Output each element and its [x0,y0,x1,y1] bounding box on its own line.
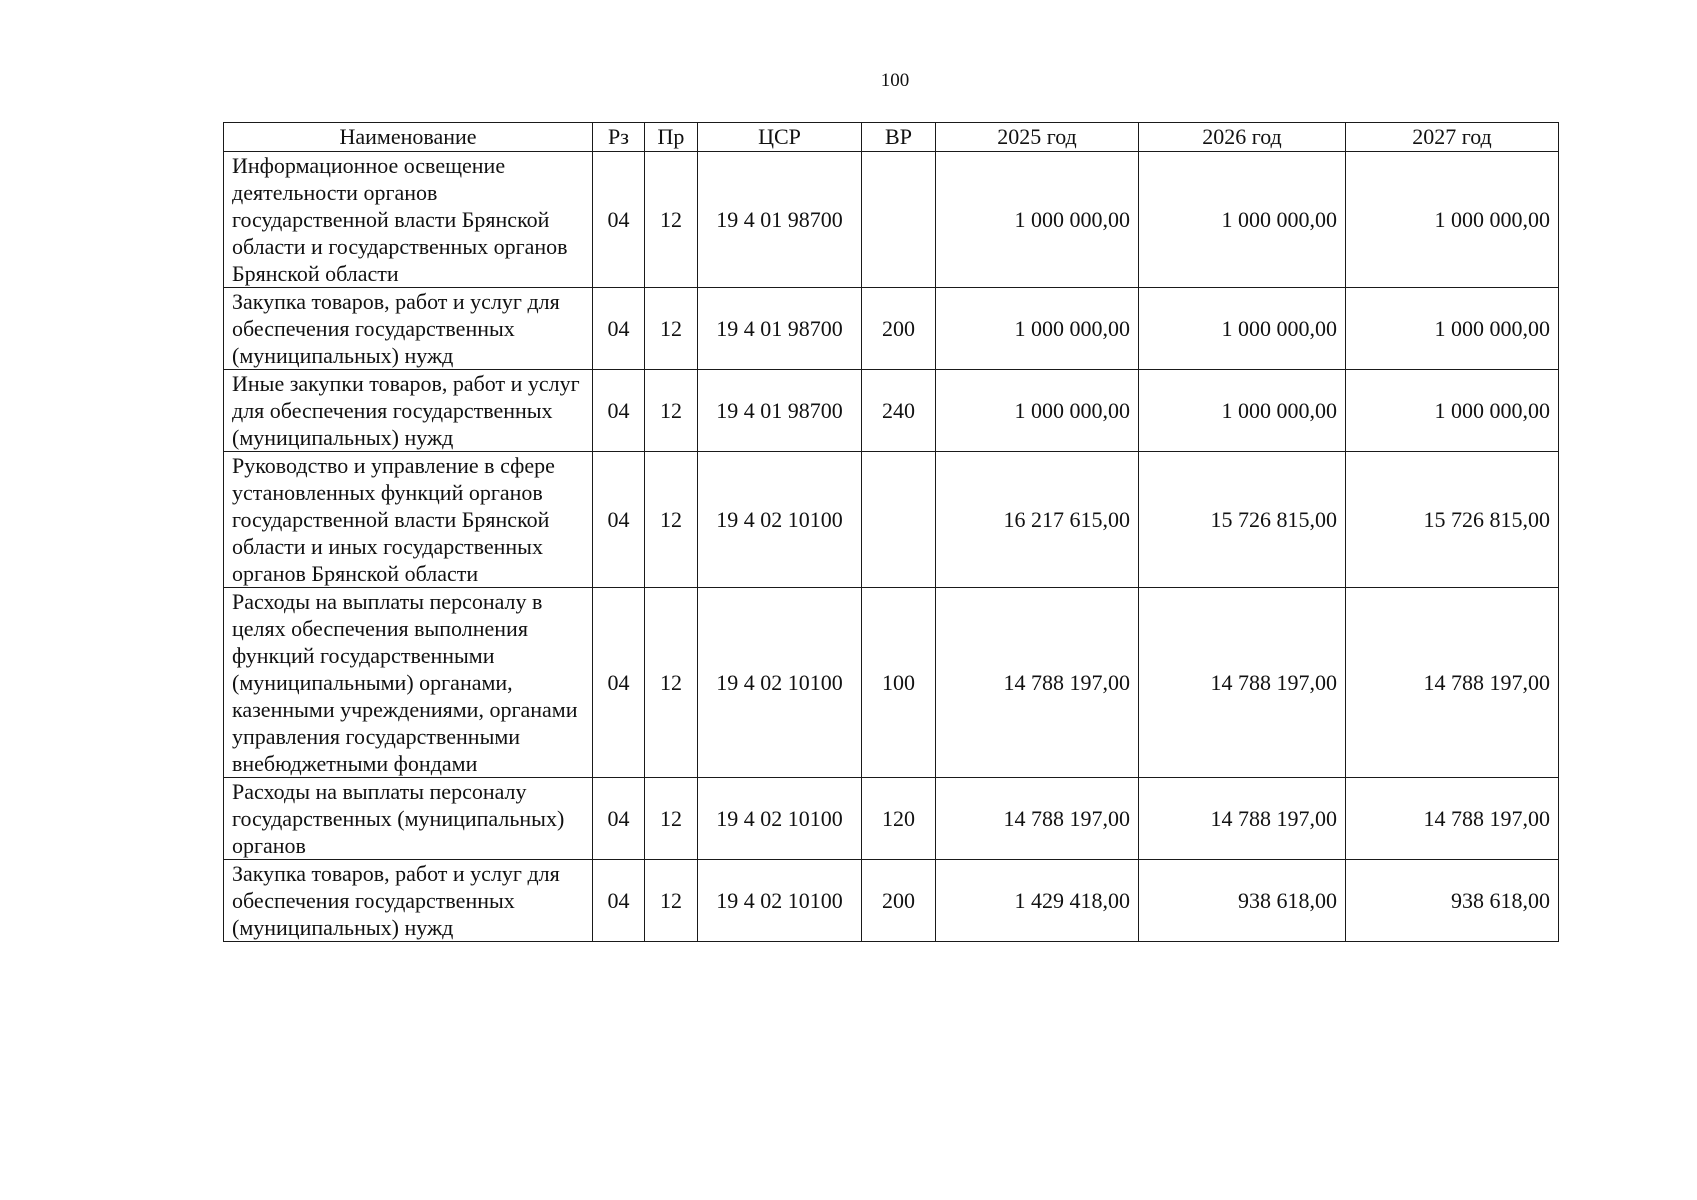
row-csr: 19 4 01 98700 [698,288,862,370]
row-vr: 200 [862,860,936,942]
row-amount-2025: 1 000 000,00 [936,288,1139,370]
row-pr: 12 [645,452,698,588]
row-amount-2026: 14 788 197,00 [1139,588,1346,778]
header-2025: 2025 год [936,123,1139,152]
row-csr: 19 4 02 10100 [698,452,862,588]
table-header-row [224,123,1559,152]
row-rz: 04 [593,588,645,778]
row-amount-2026: 1 000 000,00 [1139,288,1346,370]
row-amount-2027: 15 726 815,00 [1346,452,1559,588]
row-amount-2027: 938 618,00 [1346,860,1559,942]
row-pr: 12 [645,778,698,860]
budget-table [223,122,1559,942]
row-csr: 19 4 02 10100 [698,860,862,942]
row-csr: 19 4 01 98700 [698,152,862,288]
row-amount-2025: 1 000 000,00 [936,152,1139,288]
row-pr: 12 [645,288,698,370]
row-amount-2025: 1 000 000,00 [936,370,1139,452]
row-pr: 12 [645,152,698,288]
row-name: Закупка товаров, работ и услуг для обеспечения государственных (муниципальных) нужд [224,860,593,942]
header-2027: 2027 год [1346,123,1559,152]
row-rz: 04 [593,288,645,370]
row-name: Закупка товаров, работ и услуг для обеспечения государственных (муниципальных) нужд [224,288,593,370]
row-amount-2027: 1 000 000,00 [1346,288,1559,370]
row-csr: 19 4 02 10100 [698,778,862,860]
row-name: Расходы на выплаты персоналу в целях обеспечения выполнения функций государственными (муниципальными) органами, казенными учреждениями, органами управления государственными внебюджетными фондами [224,588,593,778]
row-name: Информационное освещение деятельности органов государственной власти Брянской области и государственных органов Брянской области [224,152,593,288]
table-row [224,588,1559,778]
row-vr: 240 [862,370,936,452]
row-rz: 04 [593,778,645,860]
row-amount-2026: 1 000 000,00 [1139,152,1346,288]
header-2026: 2026 год [1139,123,1346,152]
row-amount-2027: 14 788 197,00 [1346,588,1559,778]
row-pr: 12 [645,860,698,942]
row-pr: 12 [645,370,698,452]
table-row [224,370,1559,452]
row-csr: 19 4 02 10100 [698,588,862,778]
header-vr: ВР [862,123,936,152]
row-amount-2026: 15 726 815,00 [1139,452,1346,588]
row-name: Расходы на выплаты персоналу государственных (муниципальных) органов [224,778,593,860]
header-pr: Пр [645,123,698,152]
row-rz: 04 [593,860,645,942]
row-amount-2026: 938 618,00 [1139,860,1346,942]
page-number: 100 [880,70,910,91]
row-vr: 200 [862,288,936,370]
row-amount-2025: 14 788 197,00 [936,778,1139,860]
row-amount-2025: 16 217 615,00 [936,452,1139,588]
row-amount-2027: 1 000 000,00 [1346,370,1559,452]
row-pr: 12 [645,588,698,778]
header-rz: Рз [593,123,645,152]
row-vr: 100 [862,588,936,778]
header-name: Наименование [224,123,593,152]
row-rz: 04 [593,370,645,452]
table-row [224,860,1559,942]
row-name: Руководство и управление в сфере установленных функций органов государственной власти Брянской области и иных государственных органов Брянской области [224,452,593,588]
row-name: Иные закупки товаров, работ и услуг для обеспечения государственных (муниципальных) нужд [224,370,593,452]
row-amount-2026: 1 000 000,00 [1139,370,1346,452]
row-amount-2025: 1 429 418,00 [936,860,1139,942]
row-rz: 04 [593,152,645,288]
table-row [224,452,1559,588]
header-csr: ЦСР [698,123,862,152]
row-amount-2025: 14 788 197,00 [936,588,1139,778]
row-amount-2027: 1 000 000,00 [1346,152,1559,288]
table-row [224,288,1559,370]
row-amount-2026: 14 788 197,00 [1139,778,1346,860]
row-amount-2027: 14 788 197,00 [1346,778,1559,860]
row-vr: 120 [862,778,936,860]
row-rz: 04 [593,452,645,588]
row-vr [862,152,936,288]
table-row [224,152,1559,288]
table-row [224,778,1559,860]
row-csr: 19 4 01 98700 [698,370,862,452]
row-vr [862,452,936,588]
